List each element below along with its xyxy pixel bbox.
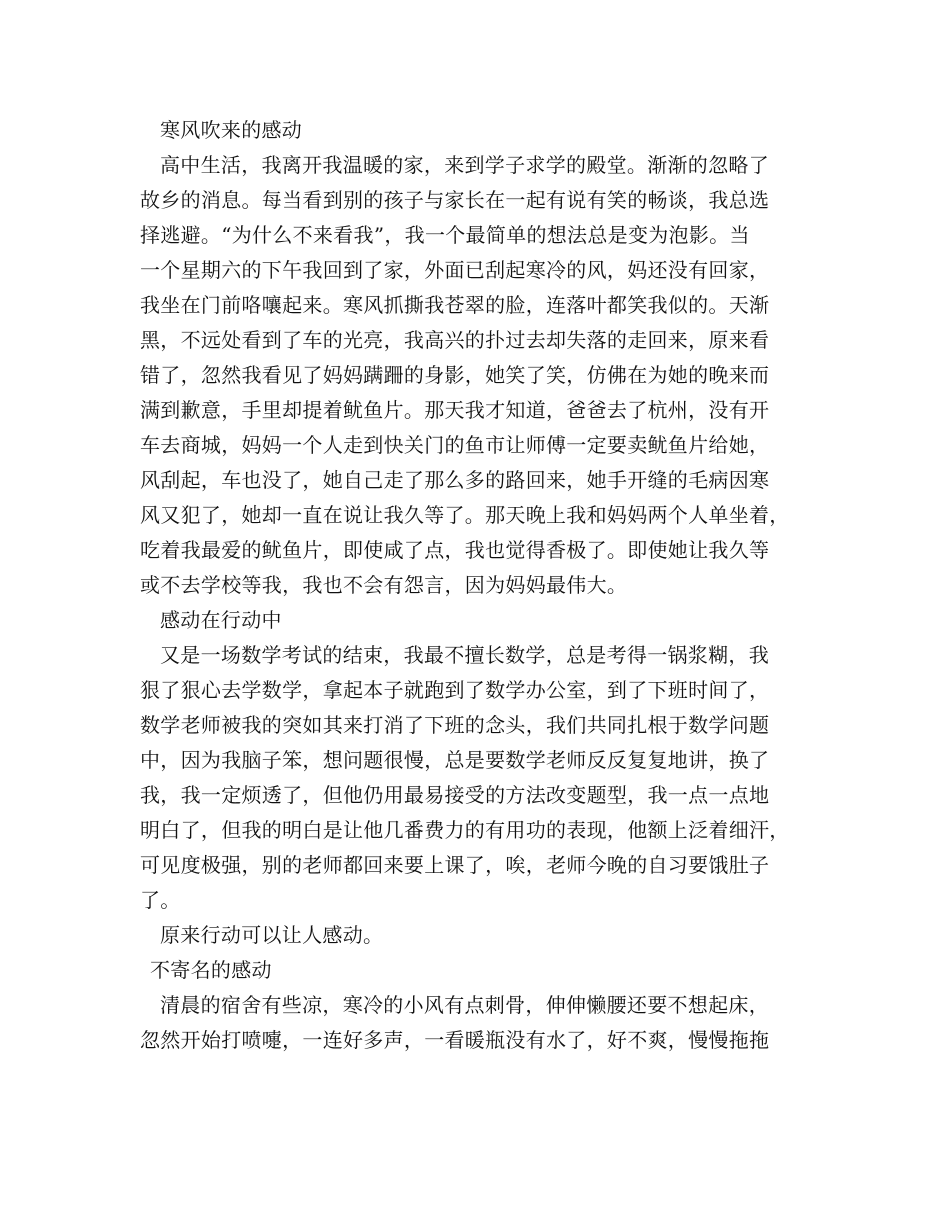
paragraph-line: 高中生活，我离开我温暖的家，来到学子求学的殿堂。渐渐的忽略了 [160, 153, 769, 177]
section-heading-1: 寒风吹来的感动 [160, 118, 303, 142]
paragraph-line: 明白了，但我的明白是让他几番费力的有用功的表现，他额上泛着细汗， [140, 818, 790, 842]
paragraph-line: 风又犯了，她却一直在说让我久等了。那天晚上我和妈妈两个人单坐着， [140, 503, 790, 527]
paragraph-line: 吃着我最爱的鱿鱼片，即使咸了点，我也觉得香极了。即使她让我久等 [140, 538, 770, 562]
paragraph-line: 或不去学校等我，我也不会有怨言，因为妈妈最伟大。 [140, 573, 628, 597]
paragraph-line: 清晨的宿舍有些凉，寒冷的小风有点刺骨，伸伸懒腰还要不想起床， [160, 993, 769, 1017]
section-heading-3: 不寄名的感动 [150, 958, 272, 982]
paragraph-line: 可见度极强，别的老师都回来要上课了，唉，老师今晚的自习要饿肚子 [140, 853, 770, 877]
paragraph-line: 一个星期六的下午我回到了家，外面已刮起寒冷的风，妈还没有回家， [140, 258, 770, 282]
paragraph-line: 数学老师被我的突如其来打消了下班的念头，我们共同扎根于数学问题 [140, 713, 770, 737]
paragraph-line: 我，我一定烦透了，但他仍用最易接受的方法改变题型，我一点一点地 [140, 783, 770, 807]
paragraph-line: 狠了狠心去学数学，拿起本子就跑到了数学办公室，到了下班时间了， [140, 678, 770, 702]
paragraph-line: 我坐在门前咯嚷起来。寒风抓撕我苍翠的脸，连落叶都笑我似的。天渐 [140, 293, 770, 317]
paragraph-line: 风刮起，车也没了，她自己走了那么多的路回来，她手开缝的毛病因寒 [140, 468, 770, 492]
paragraph-line: 择逃避。“为什么不来看我”，我一个最简单的想法总是变为泡影。当 [140, 223, 750, 247]
paragraph-line: 黑，不远处看到了车的光亮，我高兴的扑过去却失落的走回来，原来看 [140, 328, 770, 352]
closing-line: 原来行动可以让人感动。 [160, 923, 384, 947]
paragraph-line: 满到歉意，手里却提着鱿鱼片。那天我才知道，爸爸去了杭州，没有开 [140, 398, 770, 422]
paragraph-line: 又是一场数学考试的结束，我最不擅长数学，总是考得一锅浆糊，我 [160, 643, 769, 667]
paragraph-line: 故乡的消息。每当看到别的孩子与家长在一起有说有笑的畅谈，我总选 [140, 188, 770, 212]
paragraph-line: 中，因为我脑子笨，想问题很慢，总是要数学老师反反复复地讲，换了 [140, 748, 770, 772]
paragraph-line: 车去商城，妈妈一个人走到快关门的鱼市让师傅一定要卖鱿鱼片给她， [140, 433, 770, 457]
section-heading-2: 感动在行动中 [160, 608, 282, 632]
paragraph-line: 了。 [140, 888, 181, 912]
paragraph-line: 错了，忽然我看见了妈妈蹒跚的身影，她笑了笑，仿佛在为她的晚来而 [140, 363, 770, 387]
paragraph-line: 忽然开始打喷嚏，一连好多声，一看暖瓶没有水了，好不爽，慢慢拖拖 [140, 1028, 770, 1052]
